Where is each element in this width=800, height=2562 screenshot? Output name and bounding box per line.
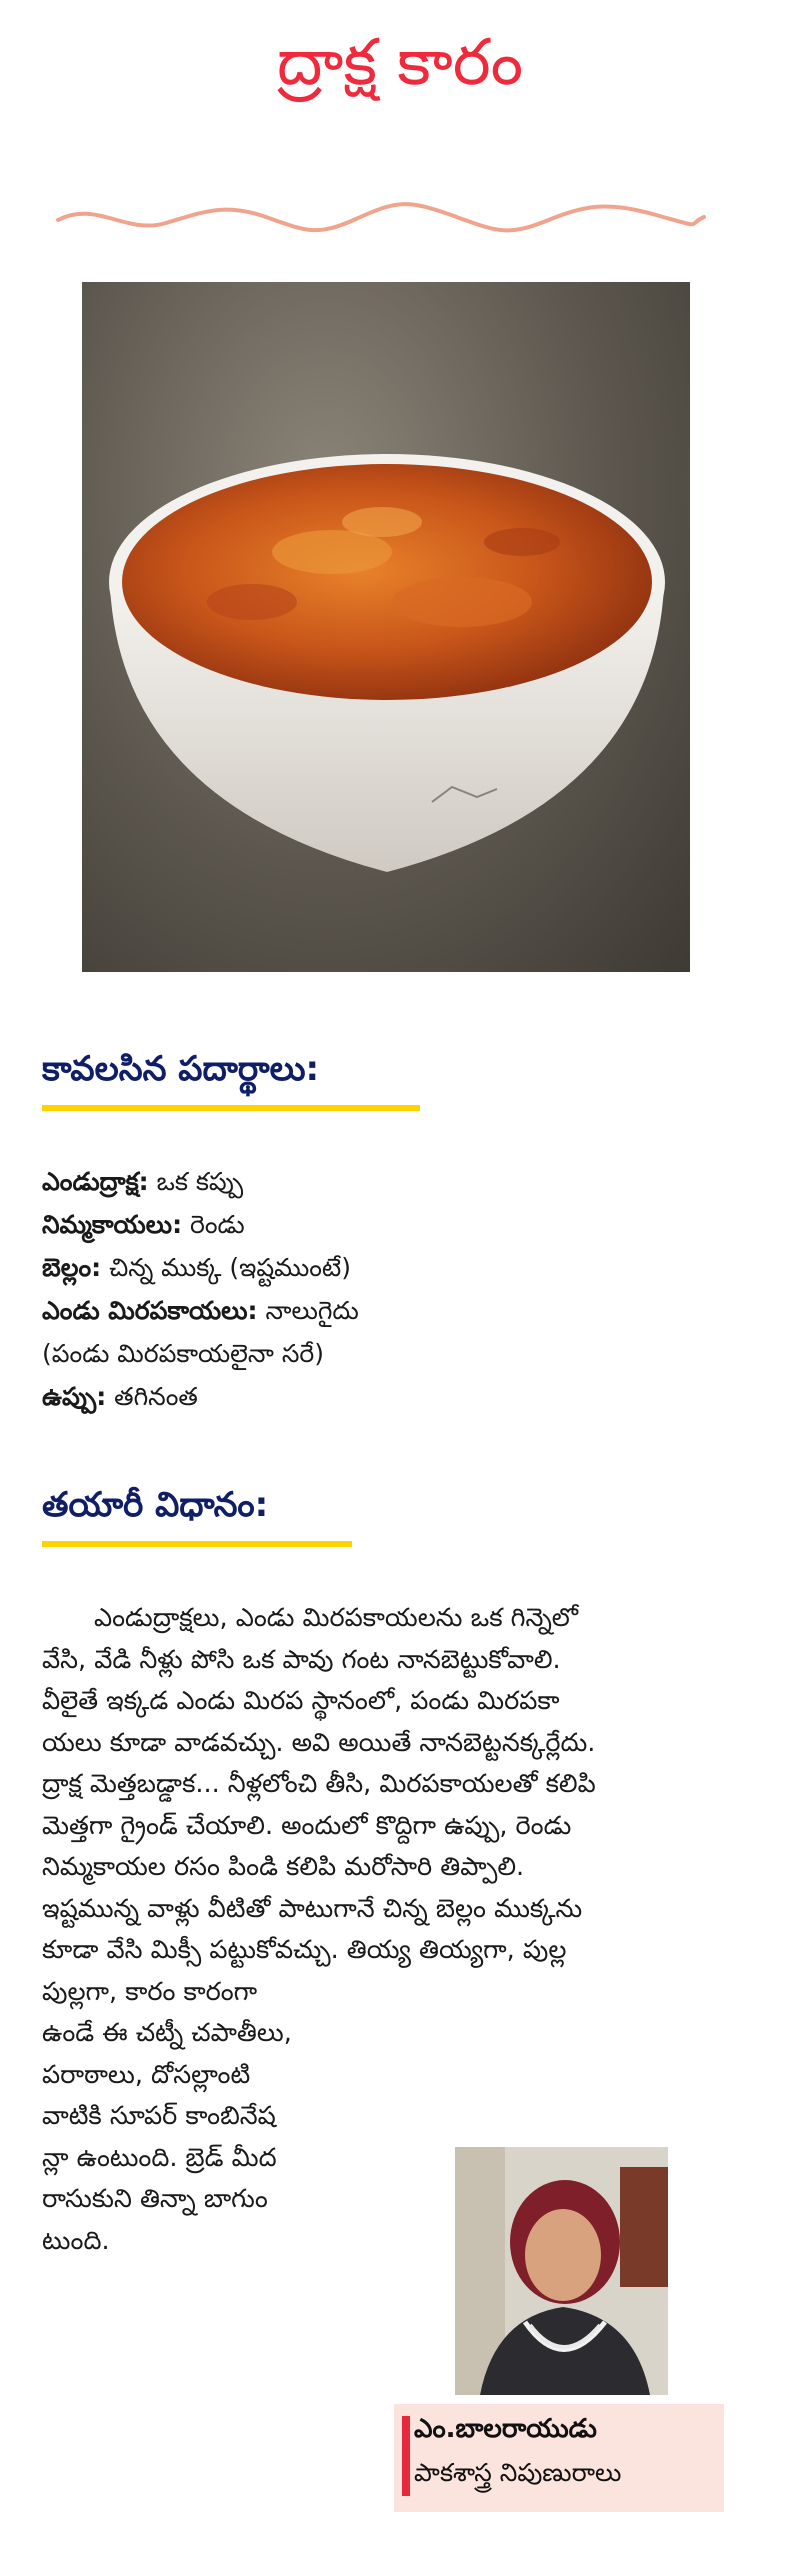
ingredients-list [42, 1160, 762, 1418]
method-underline [42, 1541, 352, 1547]
method-line: రాసుకుని తిన్నా బాగుం [42, 2184, 268, 2214]
ingredients-heading: కావలసిన పదార్థాలు: [42, 1049, 320, 1089]
method-line: వీలైతే ఇక్కడ ఎండు మిరప స్థానంలో, పండు మిరపకా [42, 1686, 560, 1716]
decorative-wave [56, 195, 706, 245]
author-photo [455, 2147, 668, 2395]
ingredient-item: ఉప్పు: తగినంత [42, 1382, 198, 1411]
ingredients-underline [42, 1105, 420, 1111]
method-line: యలు కూడా వాడవచ్చు. అవి అయితే నానబెట్టనక్కర్లేదు. [42, 1727, 596, 1758]
author-name: ఎం.బాలరాయుడు [414, 2414, 597, 2444]
method-line: వాటికి సూపర్ కాంబినేష [42, 2101, 276, 2131]
method-line: ఉండే ఈ చట్నీ చపాతీలు, [42, 2018, 292, 2048]
author-accent-bar [402, 2416, 410, 2496]
method-heading: తయారీ విధానం: [42, 1485, 269, 1525]
ingredient-item: బెల్లం: చిన్న ముక్క (ఇష్టముంటే) [42, 1253, 351, 1282]
ingredient-item: ఎండుద్రాక్ష: ఒక కప్పు [42, 1167, 244, 1196]
author-byline [394, 2404, 724, 2512]
ingredient-item: (పండు మిరపకాయలైనా సరే) [42, 1339, 324, 1368]
recipe-title: ద్రాక్ష కారం [276, 26, 524, 100]
method-line: నిమ్మకాయల రసం పిండి కలిపి మరోసారి తిప్పాలి. [42, 1852, 525, 1882]
method-line: పరాఠాలు, దోసల్లాంటి [42, 2059, 251, 2090]
method-line: ద్రాక్ష మెత్తబడ్డాక... నీళ్లలోంచి తీసి, మిరపకాయలతో కలిపి [42, 1769, 596, 1799]
method-line: కూడా వేసి మిక్సీ పట్టుకోవచ్చు. తియ్య తియ్యగా, పుల్ల [42, 1935, 567, 1965]
method-line: ఇష్టమున్న వాళ్లు వీటితో పాటుగానే చిన్న బెల్లం ముక్కను [42, 1893, 583, 1924]
recipe-photo [82, 282, 690, 972]
method-line: న్లా ఉంటుంది. బ్రెడ్ మీద [42, 2142, 277, 2173]
method-line: ఎండుద్రాక్షలు, ఎండు మిరపకాయలను ఒక గిన్నెలో [94, 1603, 579, 1633]
method-line: మెత్తగా గ్రైండ్ చేయాలి. అందులో కొద్దిగా ఉప్పు, రెండు [42, 1810, 572, 1841]
method-line: టుంది. [42, 2225, 110, 2256]
method-line: పుల్లగా, కారం కారంగా [42, 1976, 258, 2007]
author-title: పాకశాస్త్ర నిపుణురాలు [414, 2458, 622, 2487]
ingredient-item: నిమ్మకాయలు: రెండు [42, 1210, 245, 1239]
ingredient-item: ఎండు మిరపకాయలు: నాలుగైదు [42, 1296, 359, 1325]
method-line: వేసి, వేడి నీళ్లు పోసి ఒక పావు గంట నానబెట్టుకోవాలి. [42, 1644, 561, 1675]
